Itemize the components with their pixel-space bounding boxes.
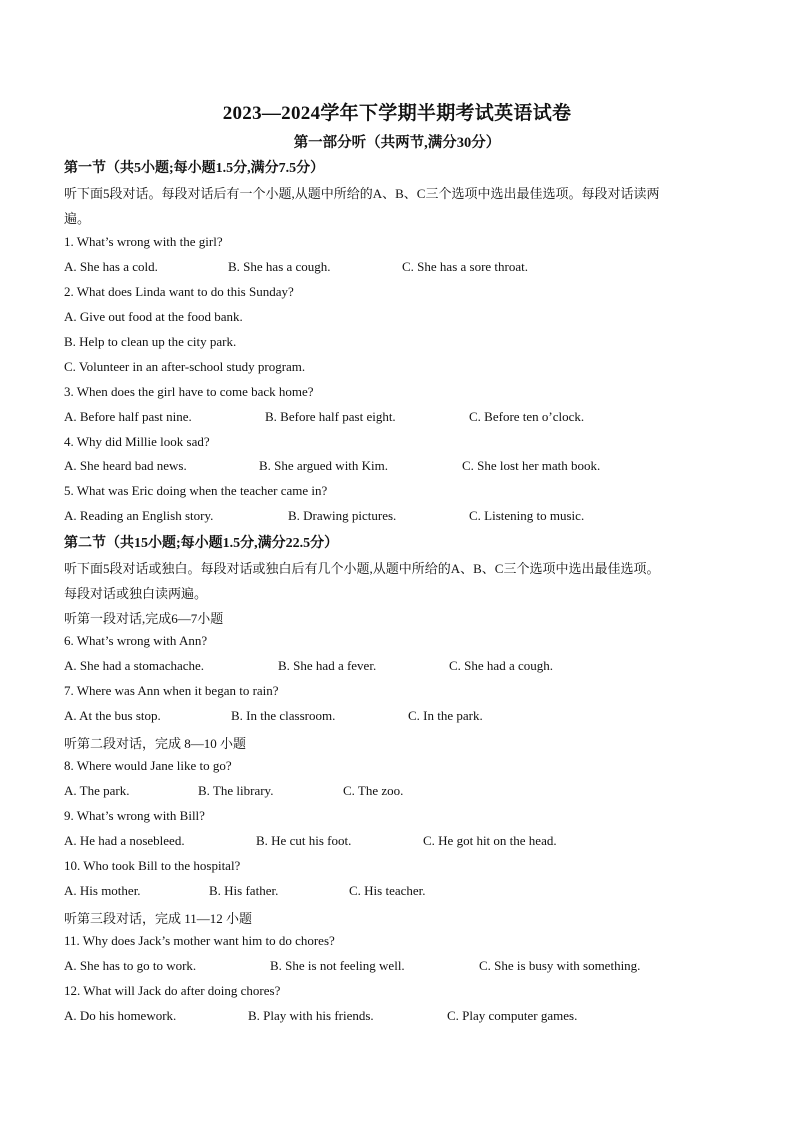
question-stem: 5. What was Eric doing when the teacher came in? xyxy=(64,483,328,498)
option-b: B. Before half past eight. xyxy=(265,409,396,424)
option-a: A. Before half past nine. xyxy=(64,409,192,424)
exam-title: 2023—2024学年下学期半期考试英语试卷 xyxy=(222,103,572,124)
question-stem: 1. What’s wrong with the girl? xyxy=(64,234,223,249)
option-c: C. She had a cough. xyxy=(449,658,553,673)
option-b: B. The library. xyxy=(198,783,274,798)
option-a: A. His mother. xyxy=(64,883,141,898)
option-b: B. His father. xyxy=(209,883,279,898)
option-a: A. Reading an English story. xyxy=(64,508,214,523)
section1-instruction-cont: 遍。 xyxy=(64,211,91,226)
section1-instruction: 听下面5段对话。每段对话后有一个小题,从题中所给的A、B、C三个选项中选出最佳选项。每段对话读两 xyxy=(64,186,660,201)
section2-instruction: 听下面5段对话或独白。每段对话或独白后有几个小题,从题中所给的A、B、C三个选项中选出最佳选项。 xyxy=(64,561,660,576)
option-a: A. She has a cold. xyxy=(64,259,158,274)
part-one-subtitle: 第一部分听（共两节,满分30分） xyxy=(293,135,501,151)
option-a: A. She had a stomachache. xyxy=(64,658,205,673)
section2-instruction-cont: 每段对话或独白读两遍。 xyxy=(64,586,208,601)
option-a: A. The park. xyxy=(64,783,130,798)
option-c: C. In the park. xyxy=(408,708,483,723)
question-stem: 7. Where was Ann when it began to rain? xyxy=(64,683,279,698)
option-c: C. The zoo. xyxy=(343,783,404,798)
dialogue-1-label: 听第一段对话,完成6—7小题 xyxy=(64,611,224,626)
section2-heading: 第二节（共15小题;每小题1.5分,满分22.5分） xyxy=(64,536,339,551)
option-a: A. Do his homework. xyxy=(64,1008,177,1023)
option-a: A. Give out food at the food bank. xyxy=(64,309,243,324)
option-b: B. He cut his foot. xyxy=(256,833,352,848)
option-c: C. She lost her math book. xyxy=(462,458,601,473)
option-c: C. Play computer games. xyxy=(447,1008,578,1023)
question-stem: 4. Why did Millie look sad? xyxy=(64,434,210,449)
question-stem: 2. What does Linda want to do this Sunday? xyxy=(64,284,294,299)
option-c: C. His teacher. xyxy=(349,883,426,898)
option-b: B. She had a fever. xyxy=(278,658,377,673)
option-c: C. She is busy with something. xyxy=(479,958,641,973)
dialogue-2-label: 听第二段对话，完成 8—10 小题 xyxy=(64,736,247,751)
option-a: A. He had a nosebleed. xyxy=(64,833,185,848)
question-stem: 12. What will Jack do after doing chores? xyxy=(64,983,281,998)
option-c: C. He got hit on the head. xyxy=(423,833,557,848)
option-c: C. Volunteer in an after-school study program. xyxy=(64,359,306,374)
option-b: B. She is not feeling well. xyxy=(270,958,405,973)
option-b: B. She has a cough. xyxy=(228,259,331,274)
option-b: B. Play with his friends. xyxy=(248,1008,374,1023)
question-stem: 3. When does the girl have to come back home? xyxy=(64,384,314,399)
dialogue-3-label: 听第三段对话，完成 11—12 小题 xyxy=(64,911,253,926)
question-stem: 8. Where would Jane like to go? xyxy=(64,758,232,773)
option-a: A. She has to go to work. xyxy=(64,958,197,973)
option-b: B. Drawing pictures. xyxy=(288,508,397,523)
option-c: C. Before ten o’clock. xyxy=(469,409,585,424)
question-stem: 11. Why does Jack’s mother want him to do chores? xyxy=(64,933,335,948)
question-stem: 10. Who took Bill to the hospital? xyxy=(64,858,241,873)
option-b: B. She argued with Kim. xyxy=(259,458,389,473)
question-stem: 9. What’s wrong with Bill? xyxy=(64,808,205,823)
option-a: A. At the bus stop. xyxy=(64,708,161,723)
option-b: B. In the classroom. xyxy=(231,708,336,723)
section1-heading: 第一节（共5小题;每小题1.5分,满分7.5分） xyxy=(64,161,325,176)
option-c: C. She has a sore throat. xyxy=(402,259,529,274)
option-b: B. Help to clean up the city park. xyxy=(64,334,237,349)
option-a: A. She heard bad news. xyxy=(64,458,187,473)
option-c: C. Listening to music. xyxy=(469,508,585,523)
question-stem: 6. What’s wrong with Ann? xyxy=(64,633,208,648)
